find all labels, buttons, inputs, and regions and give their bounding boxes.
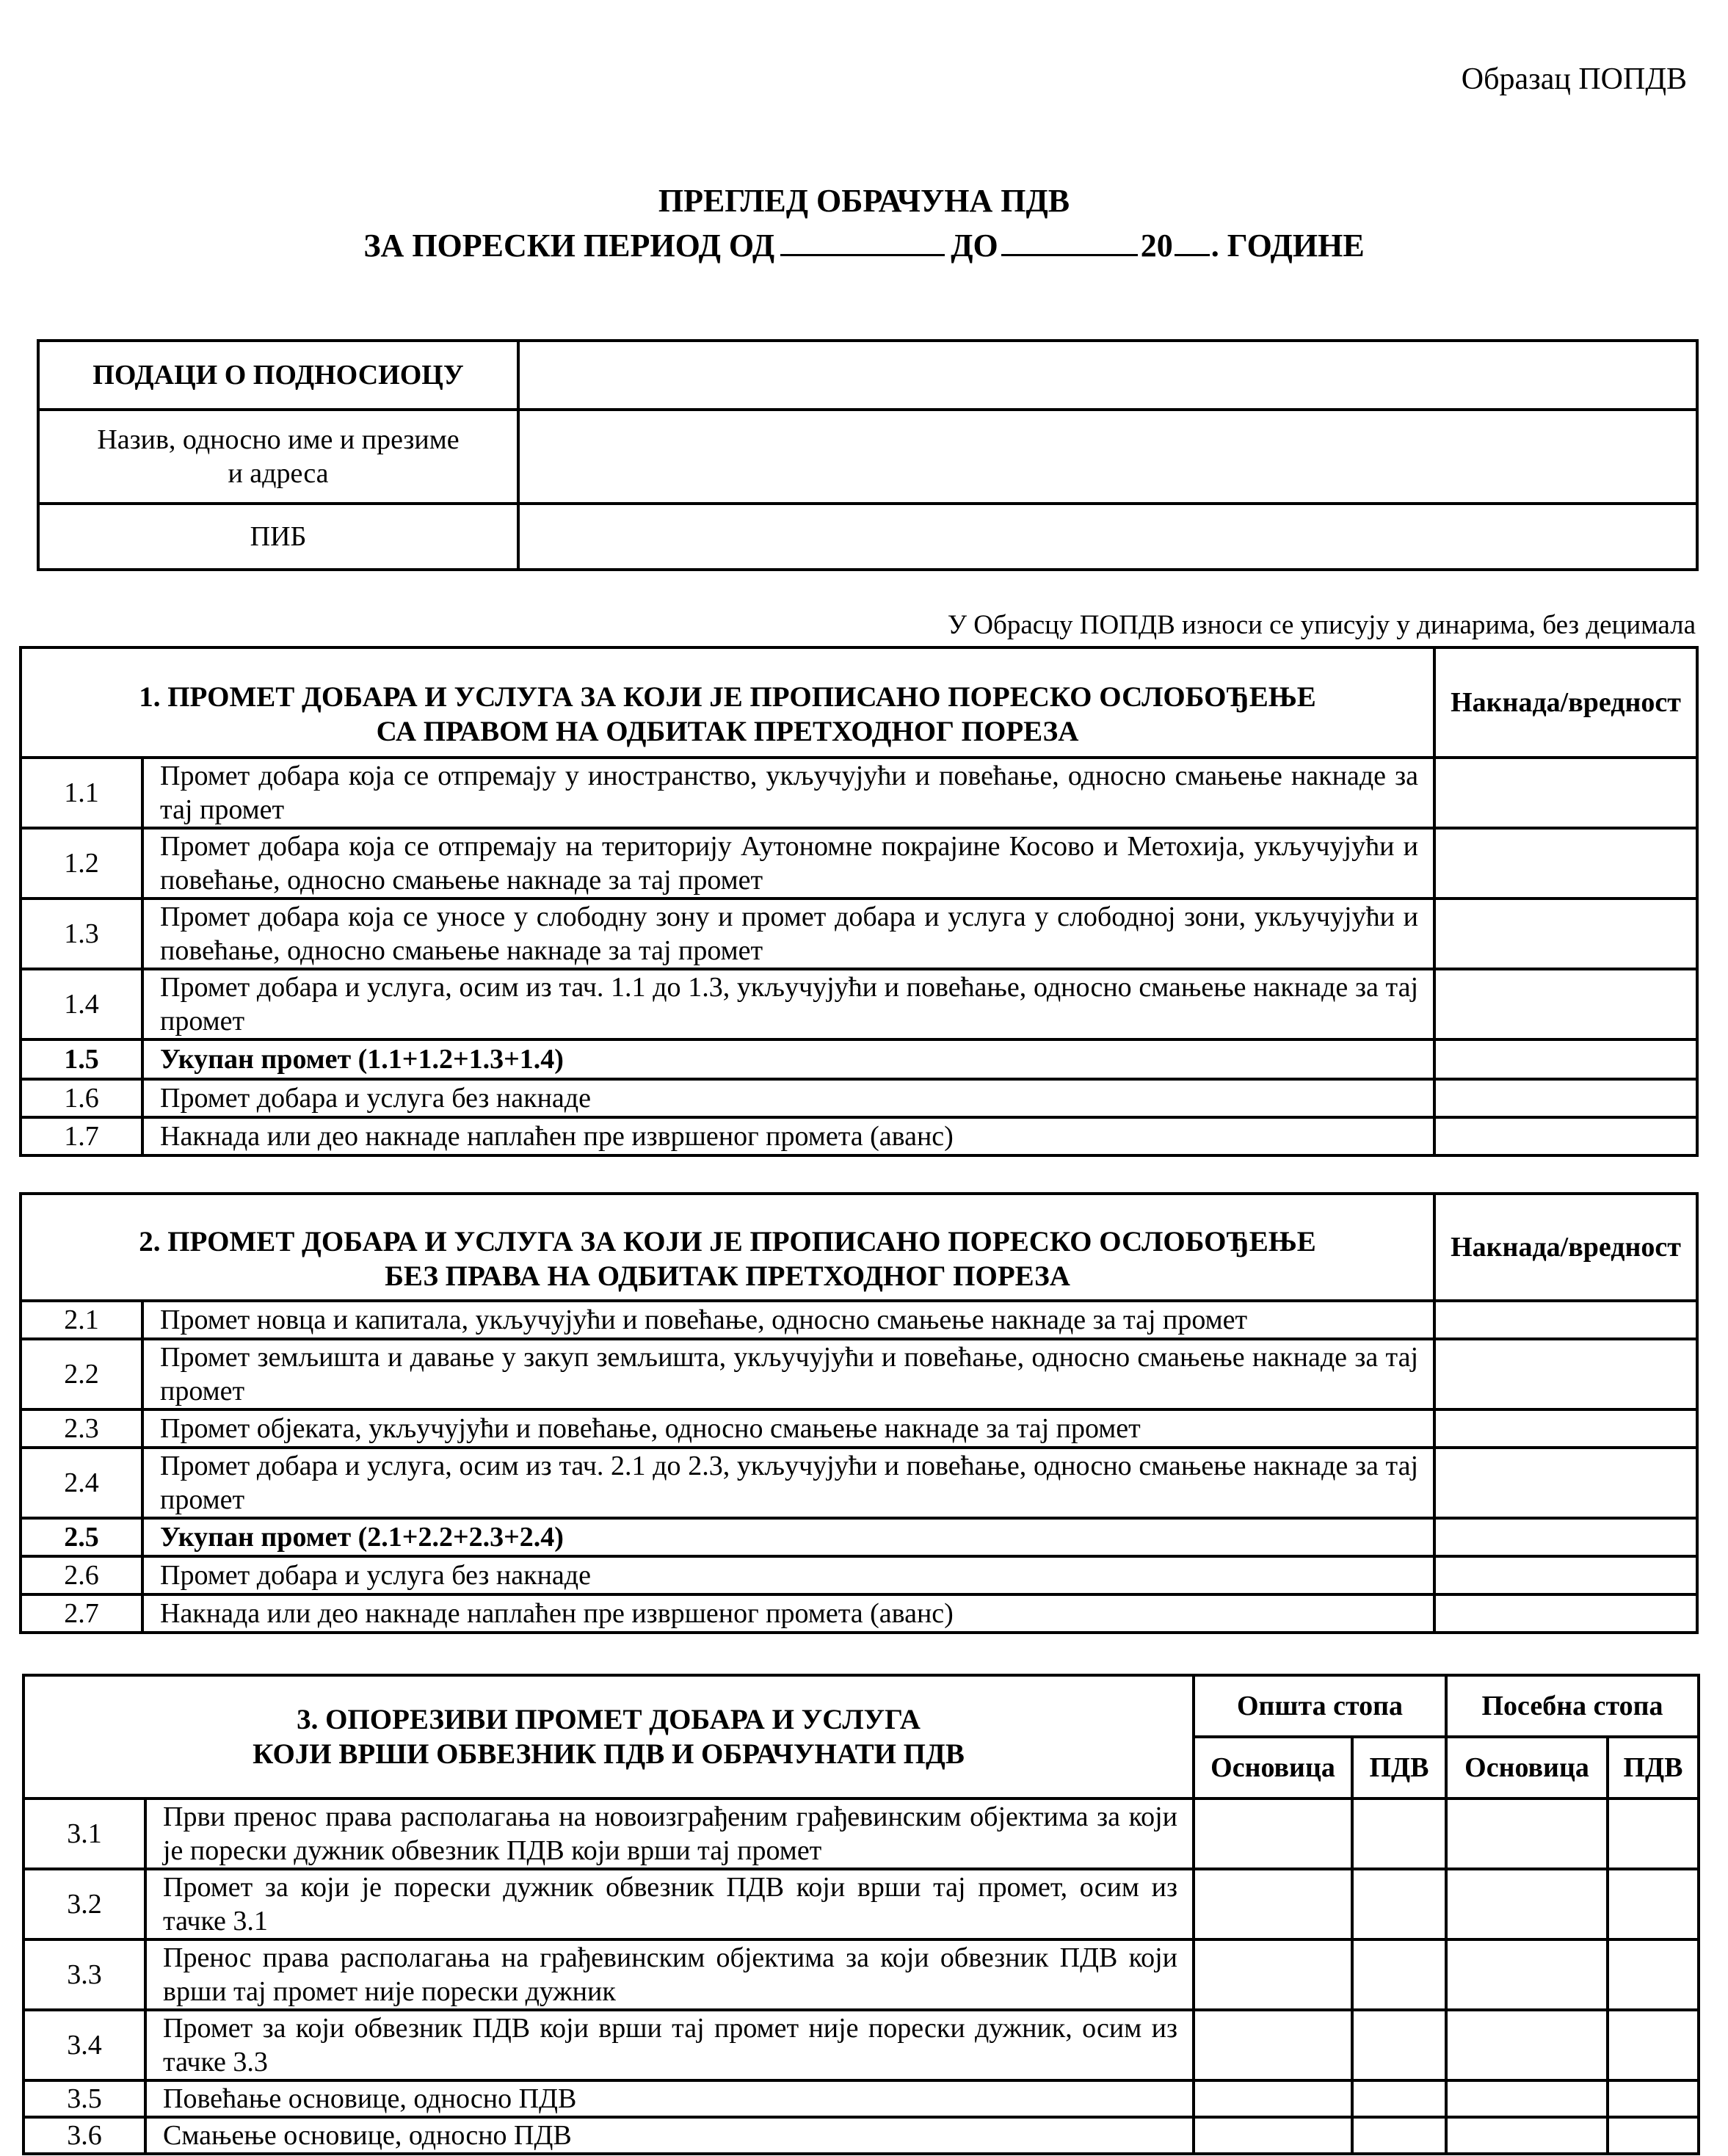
value-field[interactable] [1434, 969, 1697, 1039]
general-vat-field[interactable] [1352, 1799, 1446, 1869]
table-row [23, 2010, 1699, 2080]
table-row [21, 899, 1697, 969]
row-number: 3.4 [23, 2010, 145, 2080]
section2-value-header: Накнада/вредност [1434, 1194, 1697, 1301]
section1-heading: 1. ПРОМЕТ ДОБАРА И УСЛУГА ЗА КОЈИ ЈЕ ПРОПИСАНО ПОРЕСКО ОСЛОБОЂЕЊЕ СА ПРАВОМ НА ОДБИТАК ПРЕТХОДНОГ ПОРЕЗА [21, 647, 1434, 758]
year-suffix: . ГОДИНЕ [1210, 228, 1365, 264]
row-description: Промет добара која се отпремају у иностранство, укључујући и повећање, односно смањење накнаде за тај промет [142, 758, 1434, 828]
special-base-field[interactable] [1446, 1799, 1608, 1869]
value-field[interactable] [1434, 1556, 1697, 1594]
row-description: Промет новца и капитала, укључујући и повећање, односно смањење накнаде за тај промет [142, 1301, 1434, 1339]
section2-table [19, 1192, 1699, 1634]
row-number: 1.4 [21, 969, 142, 1039]
row-number: 1.3 [21, 899, 142, 969]
special-vat-field[interactable] [1608, 1799, 1699, 1869]
special-vat-field[interactable] [1608, 1939, 1699, 2010]
row-description: Промет за који обвезник ПДВ који врши тај промет није порески дужник, осим из тачке 3.3 [145, 2010, 1194, 2080]
special-vat-header: ПДВ [1608, 1737, 1699, 1799]
row-number: 2.3 [21, 1409, 142, 1448]
row-number: 3.1 [23, 1799, 145, 1869]
row-description: Промет добара и услуга без накнаде [142, 1556, 1434, 1594]
special-vat-field[interactable] [1608, 2010, 1699, 2080]
table-row [23, 1939, 1699, 2010]
table-row [21, 1117, 1697, 1155]
row-description: Први пренос права располагања на новоизграђеним грађевинским објектима за који је порески дужник обвезник ПДВ који врши тај промет [145, 1799, 1194, 1869]
special-rate-header: Посебна стопа [1446, 1675, 1699, 1737]
row-description: Промет добара и услуга, осим из тач. 2.1 до 2.3, укључујући и повећање, односно смањење накнаде за тај промет [142, 1448, 1434, 1518]
year-prefix: 20 [1140, 228, 1173, 264]
table-row [21, 1594, 1697, 1633]
period-to-field[interactable] [1001, 225, 1138, 256]
row-description: Промет добара и услуга, осим из тач. 1.1 до 1.3, укључујући и повећање, односно смањење накнаде за тај промет [142, 969, 1434, 1039]
period-to-label: ДО [951, 228, 998, 264]
table-row [21, 1079, 1697, 1117]
table-row [21, 1409, 1697, 1448]
value-field[interactable] [1434, 1594, 1697, 1633]
general-vat-field[interactable] [1352, 2117, 1446, 2154]
general-vat-field[interactable] [1352, 1939, 1446, 2010]
table-row [21, 1301, 1697, 1339]
row-description: Пренос права располагања на грађевинским објектима за који обвезник ПДВ који врши тај промет није порески дужник [145, 1939, 1194, 2010]
value-field[interactable] [1434, 1301, 1697, 1339]
general-rate-header: Општа стопа [1194, 1675, 1446, 1737]
applicant-name-label: Назив, односно име и презиме и адреса [38, 410, 518, 504]
row-number: 2.7 [21, 1594, 142, 1633]
general-base-field[interactable] [1194, 2117, 1352, 2154]
row-description: Промет земљишта и давање у закуп земљишта, укључујући и повећање, односно смањење накнаде за тај промет [142, 1339, 1434, 1409]
table-row [21, 1339, 1697, 1409]
amounts-note: У Обрасцу ПОПДВ износи се уписују у динарима, без децимала [947, 610, 1696, 640]
page-subtitle [0, 225, 1728, 264]
table-row [23, 2080, 1699, 2117]
general-vat-header: ПДВ [1352, 1737, 1446, 1799]
special-base-field[interactable] [1446, 2117, 1608, 2154]
value-field[interactable] [1434, 1079, 1697, 1117]
applicant-header-field[interactable] [518, 341, 1697, 410]
row-number: 2.1 [21, 1301, 142, 1339]
special-vat-field[interactable] [1608, 1869, 1699, 1939]
row-description: Укупан промет (1.1+1.2+1.3+1.4) [142, 1039, 1434, 1079]
special-vat-field[interactable] [1608, 2117, 1699, 2154]
row-number: 3.3 [23, 1939, 145, 2010]
value-field[interactable] [1434, 1039, 1697, 1079]
table-row [21, 828, 1697, 899]
row-description: Промет добара која се уносе у слободну зону и промет добара и услуга у слободној зони, укључујући и повећање, односно смањење накнаде за тај промет [142, 899, 1434, 969]
value-field[interactable] [1434, 758, 1697, 828]
row-description: Накнада или део накнаде наплаћен пре извршеног промета (аванс) [142, 1594, 1434, 1633]
general-base-field[interactable] [1194, 1869, 1352, 1939]
section3-heading: 3. ОПОРЕЗИВИ ПРОМЕТ ДОБАРА И УСЛУГА КОЈИ ВРШИ ОБВЕЗНИК ПДВ И ОБРАЧУНАТИ ПДВ [23, 1675, 1194, 1799]
value-field[interactable] [1434, 899, 1697, 969]
row-number: 1.1 [21, 758, 142, 828]
row-description: Повећање основице, односно ПДВ [145, 2080, 1194, 2117]
applicant-name-field[interactable] [518, 410, 1697, 504]
row-number: 3.2 [23, 1869, 145, 1939]
value-field[interactable] [1434, 1117, 1697, 1155]
row-description: Промет добара и услуга без накнаде [142, 1079, 1434, 1117]
table-row [23, 1799, 1699, 1869]
applicant-table [37, 339, 1699, 571]
general-base-field[interactable] [1194, 2010, 1352, 2080]
special-vat-field[interactable] [1608, 2080, 1699, 2117]
table-row [23, 2117, 1699, 2154]
special-base-header: Основица [1446, 1737, 1608, 1799]
period-from-label: ЗА ПОРЕСКИ ПЕРИОД ОД [363, 228, 775, 264]
general-base-field[interactable] [1194, 1939, 1352, 2010]
applicant-pib-label: ПИБ [38, 504, 518, 570]
special-base-field[interactable] [1446, 1939, 1608, 2010]
row-description: Промет добара која се отпремају на територију Аутономне покрајине Косово и Метохија, укључујући и повећање, односно смањење накнаде за тај промет [142, 828, 1434, 899]
row-description: Промет за који је порески дужник обвезник ПДВ који врши тај промет, осим из тачке 3.1 [145, 1869, 1194, 1939]
row-number: 1.5 [21, 1039, 142, 1079]
row-number: 3.5 [23, 2080, 145, 2117]
general-base-field[interactable] [1194, 2080, 1352, 2117]
section1-value-header: Накнада/вредност [1434, 647, 1697, 758]
row-number: 2.4 [21, 1448, 142, 1518]
section1-table [19, 646, 1699, 1157]
special-base-field[interactable] [1446, 2010, 1608, 2080]
general-base-header: Основица [1194, 1737, 1352, 1799]
table-row [21, 758, 1697, 828]
form-code-label: Образац ПОПДВ [1461, 62, 1687, 96]
row-description: Укупан промет (2.1+2.2+2.3+2.4) [142, 1518, 1434, 1556]
table-row [21, 1556, 1697, 1594]
table-row [21, 969, 1697, 1039]
table-row [23, 1869, 1699, 1939]
applicant-header: ПОДАЦИ О ПОДНОСИОЦУ [38, 341, 518, 410]
value-field[interactable] [1434, 1448, 1697, 1518]
row-number: 2.5 [21, 1518, 142, 1556]
row-number: 2.2 [21, 1339, 142, 1409]
special-base-field[interactable] [1446, 1869, 1608, 1939]
general-base-field[interactable] [1194, 1799, 1352, 1869]
value-field[interactable] [1434, 1518, 1697, 1556]
row-description: Смањење основице, односно ПДВ [145, 2117, 1194, 2154]
row-number: 1.7 [21, 1117, 142, 1155]
general-vat-field[interactable] [1352, 2080, 1446, 2117]
period-from-field[interactable] [780, 225, 945, 256]
row-number: 3.6 [23, 2117, 145, 2154]
general-vat-field[interactable] [1352, 2010, 1446, 2080]
page-title: ПРЕГЛЕД ОБРАЧУНА ПДВ [658, 183, 1070, 219]
row-description: Накнада или део накнаде наплаћен пре извршеног промета (аванс) [142, 1117, 1434, 1155]
table-row-total [21, 1518, 1697, 1556]
table-row-total [21, 1039, 1697, 1079]
row-number: 2.6 [21, 1556, 142, 1594]
applicant-pib-field[interactable] [518, 504, 1697, 570]
row-description: Промет објеката, укључујући и повећање, односно смањење накнаде за тај промет [142, 1409, 1434, 1448]
general-vat-field[interactable] [1352, 1869, 1446, 1939]
value-field[interactable] [1434, 1339, 1697, 1409]
section3-table [22, 1674, 1700, 2155]
table-row [21, 1448, 1697, 1518]
year-field[interactable] [1175, 225, 1210, 256]
row-number: 1.6 [21, 1079, 142, 1117]
value-field[interactable] [1434, 828, 1697, 899]
value-field[interactable] [1434, 1409, 1697, 1448]
row-number: 1.2 [21, 828, 142, 899]
special-base-field[interactable] [1446, 2080, 1608, 2117]
section2-heading: 2. ПРОМЕТ ДОБАРА И УСЛУГА ЗА КОЈИ ЈЕ ПРОПИСАНО ПОРЕСКО ОСЛОБОЂЕЊЕ БЕЗ ПРАВА НА ОДБИТАК ПРЕТХОДНОГ ПОРЕЗА [21, 1194, 1434, 1301]
